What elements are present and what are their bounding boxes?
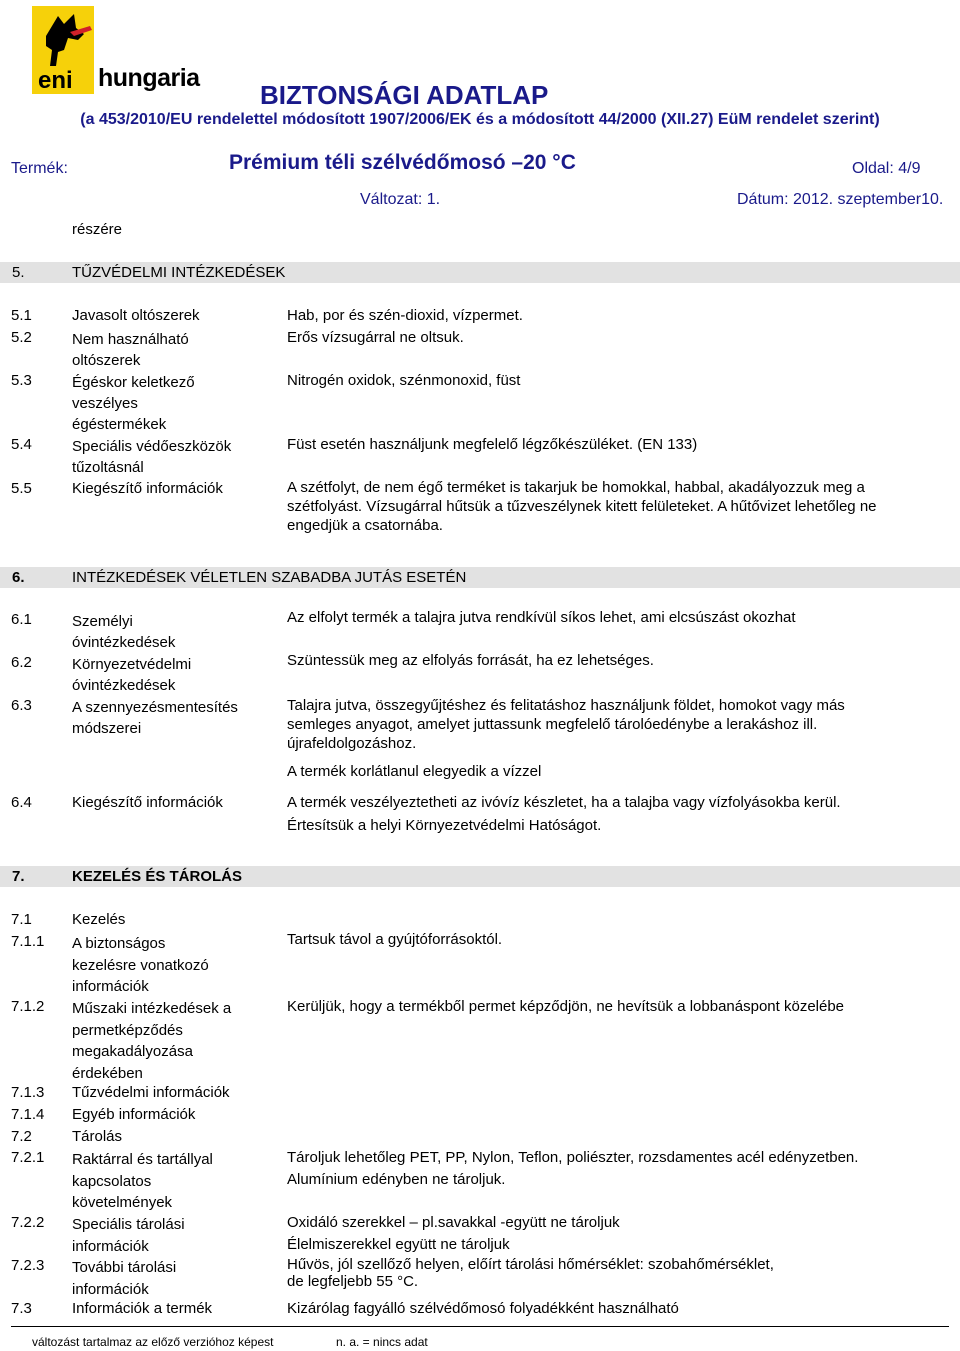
- row-num: 7.1: [11, 911, 32, 928]
- eni-logo: [28, 6, 208, 102]
- product-name: Prémium téli szélvédőmosó –20 °C: [229, 151, 576, 174]
- row-value-extra: A termék korlátlanul elegyedik a vízzel: [287, 763, 542, 780]
- row-label: Kiegészítő információk: [72, 794, 223, 811]
- reszere-text: részére: [72, 221, 123, 238]
- row-num: 5.1: [11, 307, 32, 324]
- logo-hungaria: hungaria: [98, 64, 200, 92]
- row-value-extra: Élelmiszerekkel együtt ne tároljuk: [287, 1236, 510, 1253]
- row-num: 7.3: [11, 1300, 32, 1317]
- row-value: Szüntessük meg az elfolyás forrását, ha ez lehetséges.: [287, 652, 654, 669]
- row-num: 5.4: [11, 436, 32, 453]
- row-value-extra: Értesítsük a helyi Környezetvédelmi Hatóságot.: [287, 817, 602, 834]
- section-6-header: [0, 567, 960, 588]
- row-num: 7.1.1: [11, 933, 45, 950]
- row-label: Speciális tárolási információk: [72, 1216, 185, 1255]
- row-num: 7.2.3: [11, 1257, 45, 1274]
- row-label: A szennyezésmentesítés módszerei: [72, 699, 238, 737]
- row-label: Kiegészítő információk: [72, 480, 223, 497]
- row-value: Nitrogén oxidok, szénmonoxid, füst: [287, 372, 521, 389]
- row-num: 6.3: [11, 697, 32, 714]
- footer-left: változást tartalmaz az előző verzióhoz képest: [32, 1335, 274, 1349]
- row-value: Kerüljük, hogy a termékből permet képződjön, ne hevítsük a lobbanáspont közelébe: [287, 998, 845, 1015]
- row-label: További tárolási információk: [72, 1259, 177, 1298]
- row-num: 6.2: [11, 654, 32, 671]
- row-num: 7.1.2: [11, 998, 45, 1015]
- row-label: Személyi óvintézkedések: [72, 613, 176, 651]
- row-value: Erős vízsugárral ne oltsuk.: [287, 329, 464, 346]
- section-title: INTÉZKEDÉSEK VÉLETLEN SZABADBA JUTÁS ESETÉN: [72, 569, 467, 586]
- row-label: Egyéb információk: [72, 1106, 196, 1123]
- row-value: Hűvös, jól szellőző helyen, előírt tárolási hőmérséklet: szobahőmérséklet,: [287, 1256, 774, 1273]
- section-number: 5.: [12, 264, 25, 281]
- row-num: 7.2: [11, 1128, 32, 1145]
- document-subtitle: (a 453/2010/EU rendelettel módosított 1907/2006/EK és a módosított 44/2000 (XII.27) EüM rendelet szerint): [80, 111, 880, 128]
- footer-divider: [11, 1326, 949, 1327]
- row-value: Füst esetén használjunk megfelelő légzőkészüléket. (EN 133): [287, 436, 698, 453]
- row-num: 7.2.1: [11, 1149, 45, 1166]
- row-value: Tartsuk távol a gyújtóforrásoktól.: [287, 931, 503, 948]
- row-value: Kizárólag fagyálló szélvédőmosó folyadékként használható: [287, 1300, 679, 1317]
- footer-right: n. a. = nincs adat: [336, 1335, 428, 1349]
- section-7-header: [0, 866, 960, 887]
- document-title: BIZTONSÁGI ADATLAP: [260, 80, 549, 110]
- row-num: 5.3: [11, 372, 32, 389]
- row-label: Környezetvédelmi óvintézkedések: [72, 656, 192, 694]
- row-value: Oxidáló szerekkel – pl.savakkal -együtt ne tároljuk: [287, 1214, 620, 1231]
- section-5-header: [0, 262, 960, 283]
- row-label: Információk a termék: [72, 1300, 213, 1317]
- row-value-extra: Alumínium edényben ne tároljuk.: [287, 1171, 506, 1188]
- row-label: Javasolt oltószerek: [72, 307, 200, 324]
- row-value: A szétfolyt, de nem égő terméket is takarjuk be homokkal, habbal, akadályozzuk meg a szétfolyást. Vízsugárral hűtsük a tűzveszélynek kitett felületeket. A hűtővizet lehetőleg ne engedjük a csatornába.: [287, 479, 877, 534]
- row-label: Tárolás: [72, 1128, 123, 1145]
- row-value: A termék veszélyeztetheti az ivóvíz készletet, ha a talajba vagy vízfolyásokba kerül.: [287, 794, 841, 811]
- version: Változat: 1.: [360, 191, 441, 208]
- page-number: Oldal: 4/9: [852, 160, 921, 177]
- row-num: 7.1.3: [11, 1084, 45, 1101]
- row-label: Műszaki intézkedések a permetképződés megakadályozása érdekében: [72, 1000, 232, 1082]
- row-num: 5.5: [11, 480, 32, 497]
- svg-text:eni: eni: [38, 67, 73, 94]
- row-value: Az elfolyt termék a talajra jutva rendkívül síkos lehet, ami elcsúszást okozhat: [287, 609, 796, 626]
- row-label: Nem használható oltószerek: [72, 331, 189, 369]
- section-title: KEZELÉS ÉS TÁROLÁS: [72, 868, 243, 885]
- row-num: 5.2: [11, 329, 32, 346]
- row-num: 7.1.4: [11, 1106, 45, 1123]
- section-number: 7.: [12, 868, 25, 885]
- row-num: 6.4: [11, 794, 32, 811]
- row-value: Hab, por és szén-dioxid, vízpermet.: [287, 307, 523, 324]
- row-value-extra: de legfeljebb 55 °C.: [287, 1273, 419, 1290]
- date: Dátum: 2012. szeptember10.: [737, 191, 944, 208]
- section-title: TŰZVÉDELMI INTÉZKEDÉSEK: [72, 264, 286, 281]
- row-label: Raktárral és tartállyal kapcsolatos követelmények: [72, 1151, 213, 1211]
- row-label: Égéskor keletkező veszélyes égéstermékek: [72, 374, 195, 433]
- row-label: Speciális védőeszközök tűzoltásnál: [72, 438, 232, 476]
- row-value: Tároljuk lehetőleg PET, PP, Nylon, Teflon, poliészter, rozsdamentes acél edényzetben.: [287, 1149, 859, 1166]
- row-num: 7.2.2: [11, 1214, 45, 1231]
- row-label: Tűzvédelmi információk: [72, 1084, 230, 1101]
- row-value: Talajra jutva, összegyűjtéshez és felitatáshoz használjunk földet, homokot vagy más semleges anyagot, amelyet juttassunk megfelelő tárolóedénybe a lerakáshoz ill. újrafeldolgozáshoz.: [287, 697, 845, 752]
- section-number: 6.: [12, 569, 25, 586]
- row-num: 6.1: [11, 611, 32, 628]
- product-label: Termék:: [11, 160, 68, 177]
- row-label: A biztonságos kezelésre vonatkozó információk: [72, 935, 209, 995]
- row-label: Kezelés: [72, 911, 126, 928]
